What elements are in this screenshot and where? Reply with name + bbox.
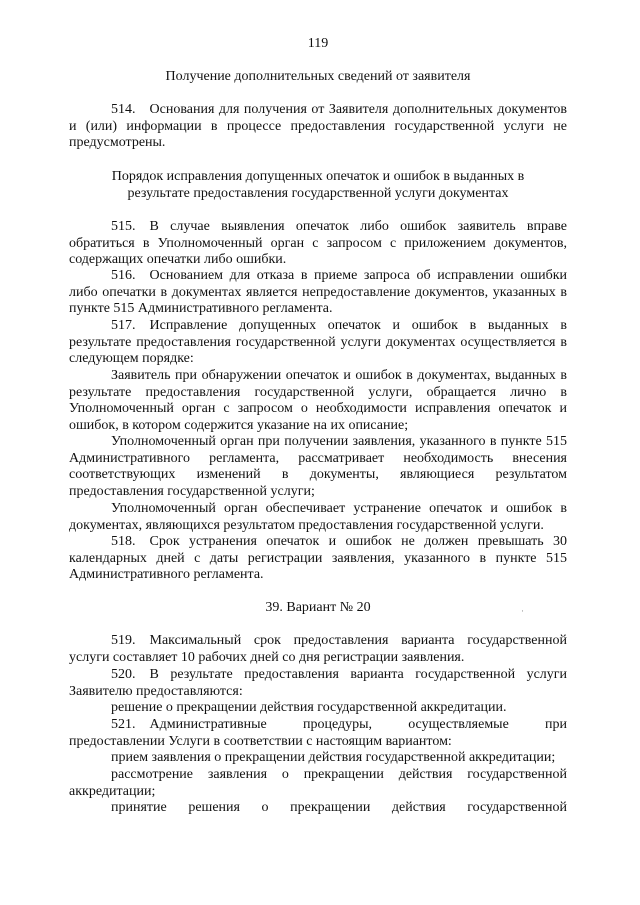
section-heading-correction-line2: результате предоставления государственной услуги документах (127, 186, 509, 201)
paragraph-520-item-decision: решение о прекращении действия государственной аккредитации. (111, 700, 507, 715)
paragraph-518: 518. Срок устранения опечаток и ошибок не должен превышать 30 календарных дней с даты регистрации заявления, указанного в пункте 515 Административного регламента. (69, 534, 567, 583)
section-heading-correction-line1: Порядок исправления допущенных опечаток и ошибок в выданных в (111, 169, 525, 184)
paragraph-521: 521. Административные процедуры, осуществляемые при предоставлении Услуги в соответствии с настоящим вариантом: (69, 717, 567, 749)
paragraph-517: 517. Исправление допущенных опечаток и ошибок в выданных в результате предоставления государственной услуги документах осуществляется в следующем порядке: (69, 318, 567, 367)
paragraph-521-item-reception: прием заявления о прекращении действия государственной аккредитации; (111, 750, 556, 765)
paragraph-519: 519. Максимальный срок предоставления варианта государственной услуги составляет 10 рабочих дней со дня регистрации заявления. (69, 633, 567, 665)
paragraph-521-item-consideration: рассмотрение заявления о прекращении действия государственной аккредитации; (69, 767, 567, 799)
section-heading-additional-info: Получение дополнительных сведений от заявителя (165, 69, 471, 84)
paragraph-517-item-review: Уполномоченный орган при получении заявления, указанного в пункте 515 Административного регламента, рассматривает необходимость внесения соответствующих изменений в документы, являющиеся результатом предоставления государственной услуги; (69, 434, 567, 499)
paragraph-521-item-decision: принятие решения о прекращении действия государственной (111, 800, 567, 815)
paragraph-514: 514. Основания для получения от Заявителя дополнительных документов и (или) информации в процессе предоставления государственной услуги не предусмотрены. (69, 102, 567, 151)
page-number: 119 (307, 36, 329, 51)
section-heading-variant-20: 39. Вариант № 20 (265, 600, 371, 615)
scan-dot-mark: · (521, 606, 524, 616)
paragraph-520: 520. В результате предоставления варианта государственной услуги Заявителю предоставляются: (69, 667, 567, 699)
paragraph-517-item-elimination: Уполномоченный орган обеспечивает устранение опечаток и ошибок в документах, являющихся результатом предоставления государственной услуги. (69, 501, 567, 533)
paragraph-516: 516. Основанием для отказа в приеме запроса об исправлении ошибки либо опечатки в документах является непредоставление документов, указанных в пункте 515 Административного регламента. (69, 268, 567, 317)
paragraph-515: 515. В случае выявления опечаток либо ошибок заявитель вправе обратиться в Уполномоченный орган с запросом с приложением документов, содержащих опечатки либо ошибки. (69, 219, 567, 268)
paragraph-517-item-applicant: Заявитель при обнаружении опечаток и ошибок в документах, выданных в результате предоставления государственной услуги, обращается лично в Уполномоченный орган с запросом о необходимости исправления опечаток и ошибок, в котором содержится указание на их описание; (69, 368, 567, 433)
